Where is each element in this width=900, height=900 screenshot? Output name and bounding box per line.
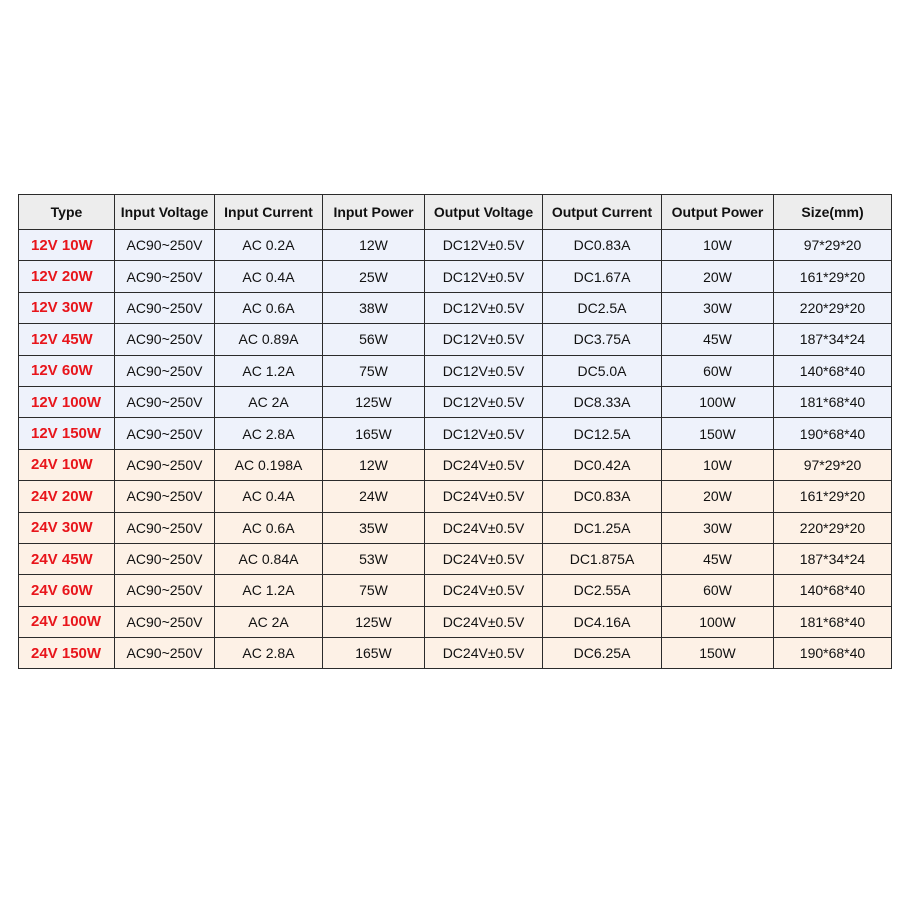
output-voltage-cell: DC24V±0.5V xyxy=(425,543,543,574)
input-current-cell: AC 1.2A xyxy=(215,575,323,606)
table-row xyxy=(19,543,892,574)
output-power-cell: 150W xyxy=(662,418,774,449)
input-power-cell: 75W xyxy=(323,575,425,606)
input-voltage-cell: AC90~250V xyxy=(115,481,215,512)
output-voltage-cell: DC24V±0.5V xyxy=(425,481,543,512)
table-row xyxy=(19,481,892,512)
table-body xyxy=(19,230,892,669)
size-cell: 181*68*40 xyxy=(774,386,892,417)
input-power-cell: 125W xyxy=(323,606,425,637)
input-current-cell: AC 0.6A xyxy=(215,512,323,543)
type-cell: 24V 30W xyxy=(19,512,115,543)
input-power-cell: 165W xyxy=(323,638,425,669)
table-row xyxy=(19,261,892,292)
input-current-cell: AC 0.84A xyxy=(215,543,323,574)
input-voltage-cell: AC90~250V xyxy=(115,292,215,323)
type-cell: 24V 100W xyxy=(19,606,115,637)
input-voltage-cell: AC90~250V xyxy=(115,543,215,574)
table-row xyxy=(19,418,892,449)
header-input-current: Input Current xyxy=(215,195,323,230)
output-voltage-cell: DC24V±0.5V xyxy=(425,575,543,606)
output-current-cell: DC1.25A xyxy=(543,512,662,543)
table-header xyxy=(19,195,892,230)
size-cell: 97*29*20 xyxy=(774,449,892,480)
type-cell: 24V 150W xyxy=(19,638,115,669)
output-power-cell: 150W xyxy=(662,638,774,669)
input-power-cell: 12W xyxy=(323,230,425,261)
header-size: Size(mm) xyxy=(774,195,892,230)
output-voltage-cell: DC12V±0.5V xyxy=(425,261,543,292)
input-voltage-cell: AC90~250V xyxy=(115,575,215,606)
input-voltage-cell: AC90~250V xyxy=(115,449,215,480)
header-output-power: Output Power xyxy=(662,195,774,230)
input-current-cell: AC 2.8A xyxy=(215,638,323,669)
output-current-cell: DC12.5A xyxy=(543,418,662,449)
output-voltage-cell: DC24V±0.5V xyxy=(425,638,543,669)
output-current-cell: DC2.5A xyxy=(543,292,662,323)
input-voltage-cell: AC90~250V xyxy=(115,638,215,669)
output-voltage-cell: DC12V±0.5V xyxy=(425,324,543,355)
output-voltage-cell: DC24V±0.5V xyxy=(425,512,543,543)
output-power-cell: 60W xyxy=(662,575,774,606)
output-power-cell: 100W xyxy=(662,386,774,417)
table-row xyxy=(19,606,892,637)
input-voltage-cell: AC90~250V xyxy=(115,606,215,637)
output-power-cell: 30W xyxy=(662,292,774,323)
output-voltage-cell: DC12V±0.5V xyxy=(425,418,543,449)
output-current-cell: DC0.83A xyxy=(543,230,662,261)
input-power-cell: 12W xyxy=(323,449,425,480)
size-cell: 97*29*20 xyxy=(774,230,892,261)
input-power-cell: 125W xyxy=(323,386,425,417)
input-current-cell: AC 0.4A xyxy=(215,261,323,292)
type-cell: 12V 100W xyxy=(19,386,115,417)
input-power-cell: 25W xyxy=(323,261,425,292)
input-power-cell: 38W xyxy=(323,292,425,323)
table-row xyxy=(19,449,892,480)
output-current-cell: DC1.67A xyxy=(543,261,662,292)
output-power-cell: 10W xyxy=(662,230,774,261)
size-cell: 190*68*40 xyxy=(774,638,892,669)
size-cell: 190*68*40 xyxy=(774,418,892,449)
output-power-cell: 45W xyxy=(662,324,774,355)
type-cell: 24V 60W xyxy=(19,575,115,606)
size-cell: 161*29*20 xyxy=(774,261,892,292)
type-cell: 12V 45W xyxy=(19,324,115,355)
output-voltage-cell: DC12V±0.5V xyxy=(425,386,543,417)
input-current-cell: AC 0.4A xyxy=(215,481,323,512)
output-current-cell: DC1.875A xyxy=(543,543,662,574)
input-power-cell: 24W xyxy=(323,481,425,512)
input-current-cell: AC 2A xyxy=(215,606,323,637)
output-current-cell: DC4.16A xyxy=(543,606,662,637)
size-cell: 220*29*20 xyxy=(774,292,892,323)
table-row xyxy=(19,355,892,386)
input-power-cell: 165W xyxy=(323,418,425,449)
type-cell: 12V 60W xyxy=(19,355,115,386)
input-power-cell: 53W xyxy=(323,543,425,574)
output-voltage-cell: DC24V±0.5V xyxy=(425,606,543,637)
type-cell: 12V 150W xyxy=(19,418,115,449)
output-power-cell: 45W xyxy=(662,543,774,574)
output-power-cell: 20W xyxy=(662,481,774,512)
size-cell: 220*29*20 xyxy=(774,512,892,543)
header-output-voltage: Output Voltage xyxy=(425,195,543,230)
header-output-current: Output Current xyxy=(543,195,662,230)
table-row xyxy=(19,638,892,669)
input-voltage-cell: AC90~250V xyxy=(115,418,215,449)
input-voltage-cell: AC90~250V xyxy=(115,386,215,417)
input-current-cell: AC 0.198A xyxy=(215,449,323,480)
type-cell: 24V 20W xyxy=(19,481,115,512)
size-cell: 161*29*20 xyxy=(774,481,892,512)
output-current-cell: DC0.42A xyxy=(543,449,662,480)
output-current-cell: DC8.33A xyxy=(543,386,662,417)
input-voltage-cell: AC90~250V xyxy=(115,355,215,386)
input-voltage-cell: AC90~250V xyxy=(115,230,215,261)
output-voltage-cell: DC24V±0.5V xyxy=(425,449,543,480)
size-cell: 187*34*24 xyxy=(774,324,892,355)
header-input-power: Input Power xyxy=(323,195,425,230)
input-current-cell: AC 0.2A xyxy=(215,230,323,261)
input-current-cell: AC 2A xyxy=(215,386,323,417)
type-cell: 24V 45W xyxy=(19,543,115,574)
size-cell: 140*68*40 xyxy=(774,355,892,386)
type-cell: 12V 20W xyxy=(19,261,115,292)
size-cell: 140*68*40 xyxy=(774,575,892,606)
output-power-cell: 100W xyxy=(662,606,774,637)
output-voltage-cell: DC12V±0.5V xyxy=(425,230,543,261)
input-current-cell: AC 2.8A xyxy=(215,418,323,449)
table-row xyxy=(19,575,892,606)
table-row xyxy=(19,324,892,355)
header-type: Type xyxy=(19,195,115,230)
table-row xyxy=(19,230,892,261)
type-cell: 12V 30W xyxy=(19,292,115,323)
output-voltage-cell: DC12V±0.5V xyxy=(425,355,543,386)
type-cell: 12V 10W xyxy=(19,230,115,261)
header-row xyxy=(19,195,892,230)
header-input-voltage: Input Voltage xyxy=(115,195,215,230)
output-current-cell: DC0.83A xyxy=(543,481,662,512)
input-power-cell: 35W xyxy=(323,512,425,543)
size-cell: 181*68*40 xyxy=(774,606,892,637)
input-current-cell: AC 0.89A xyxy=(215,324,323,355)
output-current-cell: DC3.75A xyxy=(543,324,662,355)
output-current-cell: DC2.55A xyxy=(543,575,662,606)
output-power-cell: 20W xyxy=(662,261,774,292)
input-voltage-cell: AC90~250V xyxy=(115,261,215,292)
type-cell: 24V 10W xyxy=(19,449,115,480)
output-current-cell: DC5.0A xyxy=(543,355,662,386)
input-voltage-cell: AC90~250V xyxy=(115,512,215,543)
output-voltage-cell: DC12V±0.5V xyxy=(425,292,543,323)
output-power-cell: 60W xyxy=(662,355,774,386)
table-row xyxy=(19,512,892,543)
output-power-cell: 30W xyxy=(662,512,774,543)
input-voltage-cell: AC90~250V xyxy=(115,324,215,355)
input-power-cell: 75W xyxy=(323,355,425,386)
input-power-cell: 56W xyxy=(323,324,425,355)
output-current-cell: DC6.25A xyxy=(543,638,662,669)
input-current-cell: AC 1.2A xyxy=(215,355,323,386)
output-power-cell: 10W xyxy=(662,449,774,480)
table-row xyxy=(19,292,892,323)
spec-table xyxy=(18,194,892,669)
input-current-cell: AC 0.6A xyxy=(215,292,323,323)
table-row xyxy=(19,386,892,417)
size-cell: 187*34*24 xyxy=(774,543,892,574)
